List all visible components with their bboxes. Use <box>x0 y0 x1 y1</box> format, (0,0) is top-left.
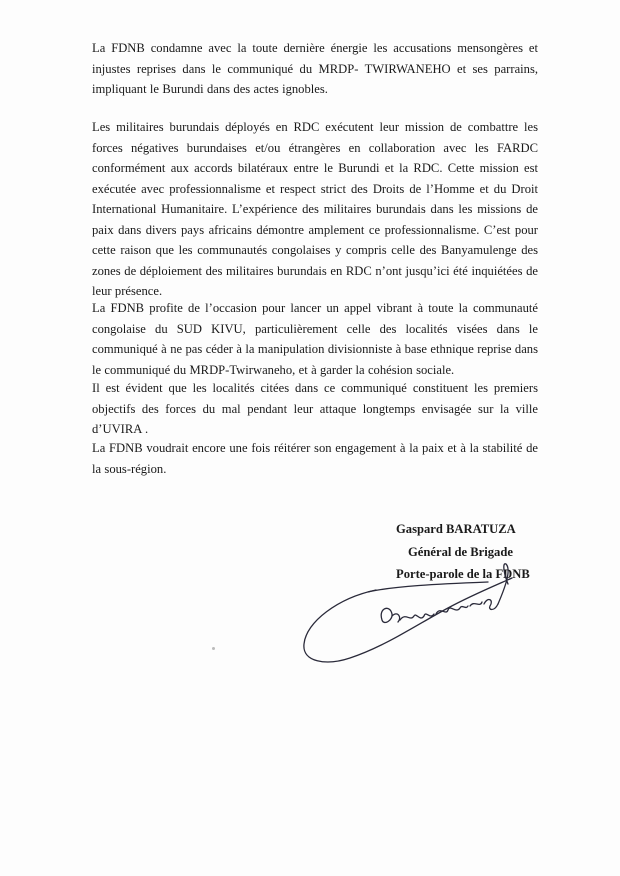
paragraph-appeal: La FDNB profite de l’occasion pour lancer un appel vibrant à toute la communauté congolaise du SUD KIVU, particulièrement celle des localités visées dans le communiqué à ne pas céder à la manipulation divisionniste à base ethnique reprise dans le communiqué du MRDP-Twirwaneho, et à garder la cohésion sociale. <box>92 301 538 377</box>
paragraph-condemnation: La FDNB condamne avec la toute dernière énergie les accusations mensongères et injustes reprises dans le communiqué du MRDP- TWIRWANEHO et ses parrains, impliquant le Burundi dans des actes ignobles. <box>92 41 538 96</box>
signatory-rank: Général de Brigade <box>408 545 513 559</box>
paragraph-uvira: Il est évident que les localités citées dans ce communiqué constituent les premiers objectifs des forces du mal pendant leur attaque longtemps envisagée sur la ville d’UVIRA . <box>92 381 538 436</box>
paragraph-commitment: La FDNB voudrait encore une fois réitérer son engagement à la paix et à la stabilité de la sous-région. <box>92 441 538 476</box>
signatory-name: Gaspard BARATUZA <box>396 522 516 536</box>
signatory-role: Porte-parole de la FDNB <box>396 567 530 581</box>
handwritten-signature <box>298 560 523 670</box>
paragraph-mission: Les militaires burundais déployés en RDC exécutent leur mission de combattre les forces négatives burundaises et/ou étrangères en collaboration avec les FARDC conformément aux accords bilatéraux entre le Burundi et la RDC. Cette mission est exécutée avec professionnalisme et respect strict des Droits de l’Homme et du Droit International Humanitaire. L’expérience des militaires burundais dans les missions de paix dans divers pays africains démontre amplement ce professionnalisme. C’est pour cette raison que les communautés congolaises y compris celle des Banyamulenge des zones de déploiement des militaires burundais en RDC n’ont jusqu’ici été inquiétées de leur présence. <box>92 120 538 298</box>
scan-speck <box>212 647 215 650</box>
